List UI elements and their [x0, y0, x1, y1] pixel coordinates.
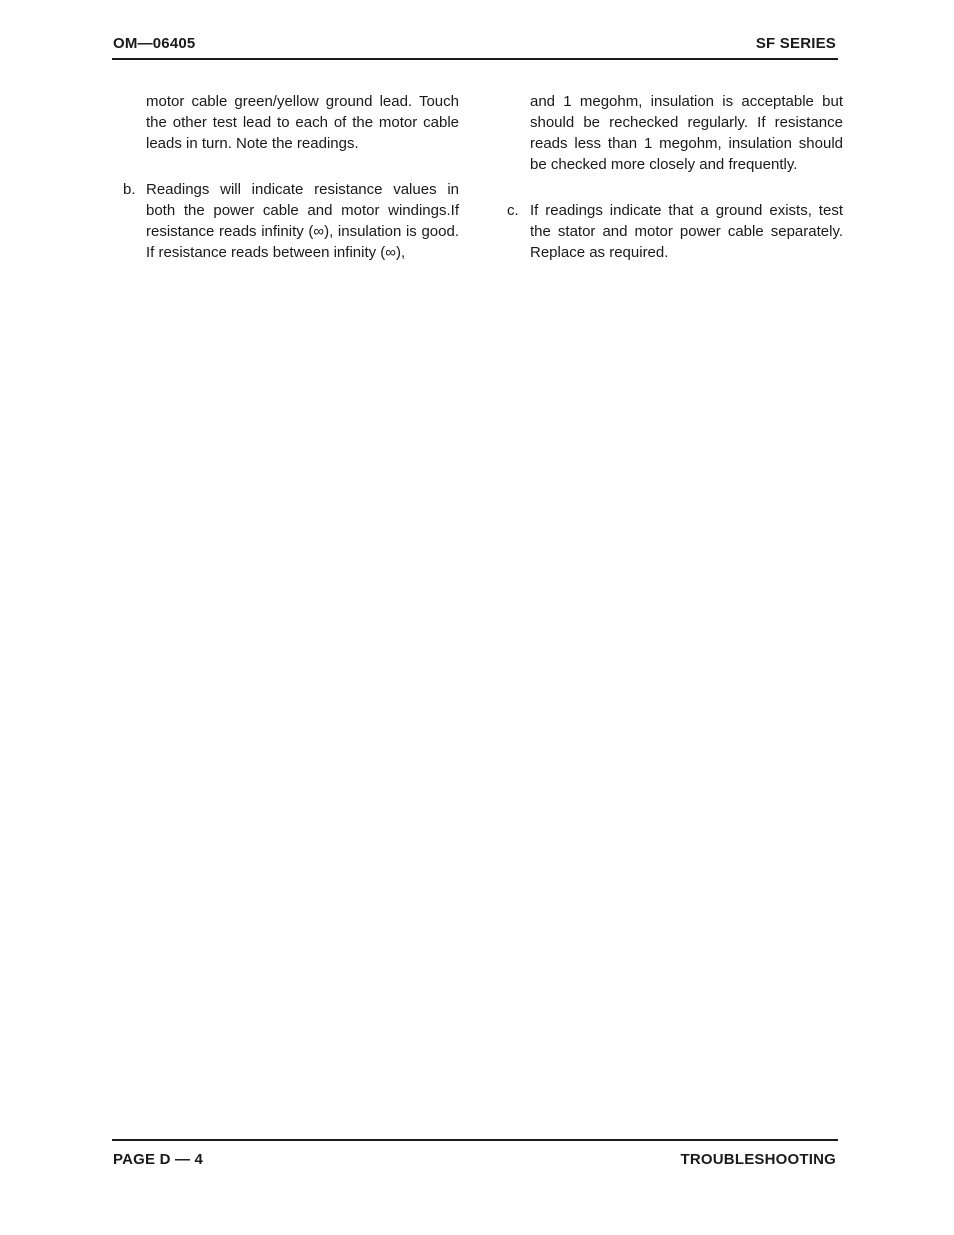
- left-continuation-paragraph: motor cable green/yellow ground lead. Touch the other test lead to each of the motor cable leads in turn. Note the readings.: [146, 93, 459, 152]
- footer-divider: [112, 1139, 838, 1141]
- list-item-b: [123, 179, 459, 263]
- list-item-c: [507, 200, 843, 263]
- list-item-c-text: If readings indicate that a ground exists, test the stator and motor power cable separately. Replace as required.: [530, 202, 843, 261]
- list-item-b-text: Readings will indicate resistance values in both the power cable and motor windings.If resistance reads infinity (∞), insulation is good. If resistance reads between infinity (∞),: [146, 181, 459, 261]
- right-continuation-paragraph: and 1 megohm, insulation is acceptable but should be rechecked regularly. If resistance reads less than 1 megohm, insulation should be checked more closely and frequently.: [530, 93, 843, 173]
- header-divider: [112, 58, 838, 60]
- page-number: PAGE D — 4: [113, 1151, 204, 1168]
- document-number: OM—06405: [113, 35, 196, 52]
- series-title: SF SERIES: [755, 35, 836, 52]
- section-title: TROUBLESHOOTING: [680, 1151, 836, 1168]
- right-column: [497, 91, 843, 288]
- list-marker-b: b.: [123, 181, 136, 198]
- list-marker-c: c.: [507, 202, 519, 219]
- left-column: [113, 91, 459, 288]
